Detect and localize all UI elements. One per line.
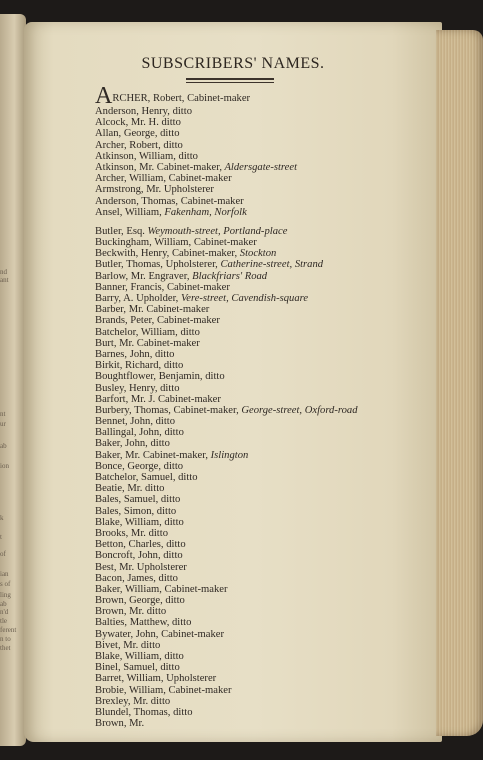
subscriber-entry xyxy=(95,550,415,561)
subscriber-name: Brexley, Mr. ditto xyxy=(95,695,171,707)
subscriber-entry xyxy=(95,528,415,539)
left-page-fragment: ant xyxy=(0,276,9,284)
subscriber-entry xyxy=(95,629,415,640)
subscriber-entry xyxy=(95,304,415,315)
subscriber-name: Batchelor, William, ditto xyxy=(95,326,200,338)
subscriber-entry xyxy=(95,539,415,550)
subscriber-name: Barfort, Mr. J. Cabinet-maker xyxy=(95,393,221,405)
subscriber-name: Binel, Samuel, ditto xyxy=(95,662,180,674)
subscriber-name: Barnes, John, ditto xyxy=(95,348,175,360)
subscriber-place: George-street, Oxford-road xyxy=(238,404,358,416)
subscriber-name: Atkinson, William, ditto xyxy=(95,150,198,162)
subscriber-entry xyxy=(95,483,415,494)
subscriber-name: Barber, Mr. Cabinet-maker xyxy=(95,304,210,316)
subscriber-entry xyxy=(95,461,415,472)
subscriber-entry xyxy=(95,696,415,707)
subscriber-entry xyxy=(95,248,415,259)
subscriber-entry xyxy=(95,315,415,326)
subscriber-name: Archer, William, Cabinet-maker xyxy=(95,173,232,185)
subscriber-entry xyxy=(95,349,415,360)
subscriber-name: Robert, Cabinet-maker xyxy=(152,93,251,104)
left-page-fragment: nt xyxy=(0,410,6,418)
left-page-fragment: k xyxy=(0,514,4,522)
subscriber-entry xyxy=(95,472,415,483)
left-page-fragment: n'd xyxy=(0,608,9,616)
subscriber-name: Burt, Mr. Cabinet-maker xyxy=(95,337,200,349)
subscriber-entry xyxy=(95,106,415,117)
subscriber-entry xyxy=(95,207,415,218)
subscriber-name: Best, Mr. Upholsterer xyxy=(95,561,187,573)
subscriber-entry xyxy=(95,651,415,662)
subscriber-name: Bales, Simon, ditto xyxy=(95,505,177,517)
subscriber-name: Butler, Esq. xyxy=(95,225,145,237)
left-page-fragment: ling xyxy=(0,591,11,599)
title-rule-thin xyxy=(186,82,274,83)
left-page-fragment: ab xyxy=(0,442,7,450)
subscriber-name: Anderson, Henry, ditto xyxy=(95,106,192,117)
subscriber-name: Blundel, Thomas, ditto xyxy=(95,706,193,718)
subscriber-list xyxy=(95,83,415,730)
subscriber-name: Atkinson, Mr. Cabinet-maker, xyxy=(95,161,222,173)
left-page-fragment: thet xyxy=(0,644,11,652)
subscriber-place: Aldersgate-street xyxy=(221,161,298,173)
subscriber-entry xyxy=(95,271,415,282)
left-page-fragment: ferent xyxy=(0,626,17,634)
subscriber-entry xyxy=(95,117,415,128)
subscriber-entry xyxy=(95,595,415,606)
subscriber-entry xyxy=(95,151,415,162)
drop-initial-rest: RCHER, xyxy=(112,93,153,104)
subscriber-name: Boughtflower, Benjamin, ditto xyxy=(95,371,225,383)
subscriber-name: Batchelor, Samuel, ditto xyxy=(95,472,198,483)
left-page-fragment: n to xyxy=(0,635,11,643)
subscriber-name: Barret, William, Upholsterer xyxy=(95,673,217,685)
left-page-fragment: t xyxy=(0,533,2,541)
subscriber-entry xyxy=(95,494,415,505)
left-page-fragment: ab xyxy=(0,600,7,608)
subscriber-name: Brooks, Mr. ditto xyxy=(95,527,168,539)
page-fore-edge xyxy=(436,30,483,736)
subscriber-entry xyxy=(95,282,415,293)
subscriber-entry xyxy=(95,640,415,651)
subscriber-name: Barry, A. Upholder, xyxy=(95,293,179,304)
subscriber-entry xyxy=(95,226,415,237)
left-page-fragment: s of xyxy=(0,580,11,588)
drop-initial: A xyxy=(95,83,113,109)
subscriber-name: Brands, Peter, Cabinet-maker xyxy=(95,315,220,327)
subscriber-entry xyxy=(95,685,415,696)
subscriber-entry xyxy=(95,371,415,382)
subscriber-entry xyxy=(95,718,415,729)
subscriber-entry xyxy=(95,237,415,248)
subscriber-name: Blake, William, ditto xyxy=(95,516,184,528)
subscriber-name: Banner, Francis, Cabinet-maker xyxy=(95,281,230,293)
subscriber-name: Beatie, Mr. ditto xyxy=(95,483,165,495)
subscriber-entry xyxy=(95,416,415,427)
subscriber-entry xyxy=(95,450,415,461)
left-page-fragment: ian xyxy=(0,570,9,578)
subscriber-entry xyxy=(95,405,415,416)
subscriber-name: Brown, Mr. xyxy=(95,718,145,730)
subscriber-name: Baker, John, ditto xyxy=(95,438,170,450)
subscriber-entry xyxy=(95,662,415,673)
subscriber-name: Brown, Mr. ditto xyxy=(95,606,167,618)
subscriber-entry xyxy=(95,584,415,595)
subscriber-name: Bennet, John, ditto xyxy=(95,416,176,428)
subscriber-entry xyxy=(95,128,415,139)
left-page-fragment: ur xyxy=(0,420,6,428)
subscriber-entry xyxy=(95,517,415,528)
subscriber-name: Busley, Henry, ditto xyxy=(95,382,180,394)
left-page-fragment: tle xyxy=(0,617,7,625)
subscriber-name: Brown, George, ditto xyxy=(95,595,185,607)
subscriber-name: Baker, William, Cabinet-maker xyxy=(95,583,228,595)
subscriber-name: Butler, Thomas, Upholsterer, xyxy=(95,259,218,271)
subscriber-place: Vere-street, Cavendish-square xyxy=(178,293,309,304)
subscriber-name: Buckingham, William, Cabinet-maker xyxy=(95,237,257,249)
left-page-fragment: ion xyxy=(0,462,9,470)
left-page-fragment: nd xyxy=(0,268,7,276)
subscriber-name: Barlow, Mr. Engraver, xyxy=(95,270,190,282)
subscriber-name: Blake, William, ditto xyxy=(95,651,184,662)
subscriber-name: Bonce, George, ditto xyxy=(95,460,184,472)
subscriber-entry xyxy=(95,606,415,617)
subscriber-entry xyxy=(95,327,415,338)
left-page-fragment: of xyxy=(0,550,6,558)
subscriber-entry xyxy=(95,617,415,628)
subscriber-name: Bivet, Mr. ditto xyxy=(95,639,161,651)
subscriber-entry xyxy=(95,360,415,371)
subscriber-name: Birkit, Richard, ditto xyxy=(95,360,184,372)
subscriber-name: Alcock, Mr. H. ditto xyxy=(95,117,181,129)
subscriber-entry xyxy=(95,673,415,684)
subscriber-name: Bales, Samuel, ditto xyxy=(95,494,181,506)
subscriber-name: Baker, Mr. Cabinet-maker, xyxy=(95,449,208,461)
subscriber-name: Beckwith, Henry, Cabinet-maker, xyxy=(95,248,238,260)
title-rule-thick xyxy=(186,78,274,80)
subscriber-name: Betton, Charles, ditto xyxy=(95,539,186,551)
subscriber-name: Anderson, Thomas, Cabinet-maker xyxy=(95,195,244,207)
subscriber-entry xyxy=(95,293,415,304)
subscriber-name: Boncroft, John, ditto xyxy=(95,550,183,562)
subscriber-entry xyxy=(95,394,415,405)
page-title: SUBSCRIBERS' NAMES. xyxy=(141,55,325,72)
subscriber-name: Balties, Matthew, ditto xyxy=(95,617,192,629)
subscriber-place: Weymouth-street, Portland-place xyxy=(144,225,288,237)
subscriber-place: Blackfriars' Road xyxy=(189,270,268,282)
subscriber-entry xyxy=(95,506,415,517)
subscriber-entry xyxy=(95,707,415,718)
subscriber-name: Allan, George, ditto xyxy=(95,128,180,140)
subscriber-entry xyxy=(95,562,415,573)
subscriber-entry xyxy=(95,162,415,173)
subscriber-entry xyxy=(95,83,415,109)
subscriber-entry xyxy=(95,184,415,195)
subscriber-entry xyxy=(95,140,415,151)
subscriber-place: Stockton xyxy=(237,248,277,260)
subscriber-entry xyxy=(95,196,415,207)
subscriber-entry xyxy=(95,438,415,449)
subscriber-name: Archer, Robert, ditto xyxy=(95,139,183,151)
subscriber-entry xyxy=(95,427,415,438)
subscriber-name: Bywater, John, Cabinet-maker xyxy=(95,628,225,640)
subscriber-entry xyxy=(95,173,415,184)
subscriber-entry xyxy=(95,338,415,349)
subscriber-place: Islington xyxy=(208,449,249,461)
subscriber-entry xyxy=(95,259,415,270)
subscriber-entry xyxy=(95,383,415,394)
subscriber-name: Brobie, William, Cabinet-maker xyxy=(95,684,232,696)
subscriber-name: Ansel, William, xyxy=(95,206,162,218)
subscriber-place: Catherine-street, Strand xyxy=(217,259,324,271)
subscriber-name: Bacon, James, ditto xyxy=(95,572,178,584)
subscriber-name: Burbery, Thomas, Cabinet-maker, xyxy=(95,404,239,416)
subscriber-name: Armstrong, Mr. Upholsterer xyxy=(95,184,214,196)
subscriber-name: Ballingal, John, ditto xyxy=(95,427,184,439)
section-gap xyxy=(95,218,415,226)
subscriber-entry xyxy=(95,573,415,584)
subscriber-place: Fakenham, Norfolk xyxy=(161,206,247,218)
